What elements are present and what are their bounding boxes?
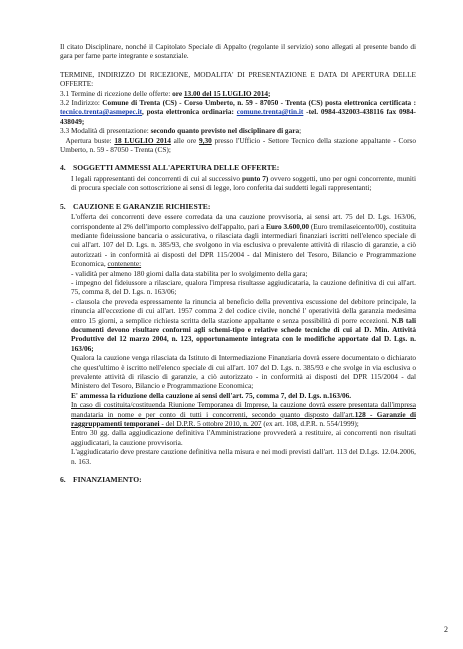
intro-paragraph: Il citato Disciplinare, nonché il Capitolato Speciale di Appalto (regolante il servizio) sono allegati al presente bando di gara per farne parte integrante e sostanziale. [60, 42, 416, 61]
section5-bullet-1: - validità per almeno 180 giorni dalla data stabilita per lo svolgimento della gara; [71, 268, 308, 278]
section5-paragraph-5: Entro 30 gg. dalla aggiudicazione definitiva l'Amministrazione provvederà a restituire, ai concorrenti non risultati aggiudicatari, la cauzione provvisoria. [71, 428, 416, 447]
section3-title: TERMINE, INDIRIZZO DI RICEZIONE, MODALITA' DI PRESENTAZIONE E DATA DI APERTURA DELLE OFFERTE: [60, 69, 416, 89]
section3-item-3: 3.3 Modalità di presentazione: secondo quanto previsto nel disciplinare di gara; [60, 126, 302, 136]
section5-title: 5. CAUZIONE E GARANZIE RICHIESTE: [60, 201, 211, 211]
section4-title: 4. SOGGETTI AMMESSI ALL'APERTURA DELLE OFFERTE: [60, 163, 280, 173]
section5-bullet-3: - clausola che preveda espressamente la rinuncia al beneficio della preventiva escussione del debitore principale, la rinuncia all'eccezione di cui all'art. 1957 comma 2 del codice civile, nonché l' operatività della garanzia medesima entro 15 giorni, a semplice richiesta scritta della stazione appaltante e senza possibilità di porre eccezioni. N.B tali documenti devono risultare conformi agli schemi-tipo e relative schede tecniche di cui al D. Min. Attività Produttive del 12 marzo 2004, n. 123, opportunamente integrata con le modifiche apportate dal D. Lgs. n. 163/06; [71, 296, 416, 353]
section5-paragraph-1: L'offerta dei concorrenti deve essere corredata da una cauzione provvisoria, ai sensi art. 75 del D. Lgs. 163/06, corrispondente al 2% dell'importo complessivo dell'appalto, pari a Euro 3.600,00 (Euro tremilaseicento/00), costituita mediante fideiussione bancaria o assicurativa, o rilasciata dagli intermediari finanziari iscritti nell'elenco speciale di cui all'art. 107 del D. Lgs. n. 385/93, che svolgono in via esclusiva o prevalente attività di rilascio di garanzie, a ciò autorizzati - in conformità ai disposti del DPR 115/2004 - dal Ministero del Tesoro, Bilancio e Programmazione Economica, contenente: [71, 212, 416, 269]
document-body [60, 42, 416, 485]
section3-item-2: 3.2 Indirizzo: Comune di Trenta (CS) - Corso Umberto, n. 59 - 87050 - Trenta (CS) posta elettronica certificata : tecnico.trenta@asmepec.it, posta elettronica ordinaria: comune.trenta@tin.it -tel. 0984-432003-438116 fax 0984-438049; [60, 98, 417, 126]
section5-paragraph-4: In caso di costituita/costituenda Riunione Temporanea di Imprese, la cauzione dovrà essere presentata dall'impresa mandataria in nome e per conto di tutti i concorrenti, secondo quanto disposto dall'art.128 - Garanzie di raggruppamenti temporanei - del D.P.R. 5 ottobre 2010, n. 207 (ex art. 108, d.P.R. n. 554/1999); [71, 400, 416, 429]
section3-opening: Apertura buste: 18 LUGLIO 2014 alle ore 9,30 presso l'Ufficio - Settore Tecnico della stazione appaltante - Corso Umberto, n. 59 - 87050 - Trenta (CS); [60, 135, 416, 155]
section4-paragraph: I legali rappresentanti dei concorrenti di cui al successivo punto 7) ovvero soggetti, uno per ogni concorrente, muniti di procura speciale con sottoscrizione ai sensi di legge, loro conferita dai suddetti legali rappresentanti; [71, 173, 417, 193]
section5-paragraph-6: L'aggiudicatario deve prestare cauzione definitiva nella misura e nei modi previsti dall'art. 113 del D.Lgs. 12.04.2006, n. 163. [71, 447, 416, 466]
section6-title: 6. FINANZIAMENTO: [60, 475, 142, 485]
ordinary-email-link[interactable]: comune.trenta@tin.it [236, 107, 304, 117]
section5-paragraph-2: Qualora la cauzione venga rilasciata da Istituto di Intermediazione Finanziaria dovrà essere documentato o dichiarato che quest'ultimo è iscritto nell'elenco speciale di cui all'art. 107 del D. Lgs. n. 385/93 e che svolge in via esclusiva o prevalente attività di rilascio di garanzie, a ciò autorizzato - in conformità ai disposti del DPR 115/2004 - dal Ministero del Tesoro, Bilancio e Programmazione Economica; [71, 353, 416, 391]
section5-paragraph-3: E' ammessa la riduzione della cauzione ai sensi dell'art. 75, comma 7, del D. Lgs. n.163/06. [71, 390, 352, 400]
page-number: 2 [444, 625, 448, 634]
pec-email-link[interactable]: tecnico.trenta@asmepec.it [60, 107, 143, 117]
section5-bullet-2: - impegno del fideiussore a rilasciare, qualora l'impresa risultasse aggiudicataria, la cauzione definitiva di cui all'art. 75, comma 8, del D. Lgs. n. 163/06; [71, 277, 416, 297]
section3-item-1: 3.1 Termine di ricezione delle offerte: ore 13.00 del 15 LUGLIO 2014; [60, 88, 271, 98]
